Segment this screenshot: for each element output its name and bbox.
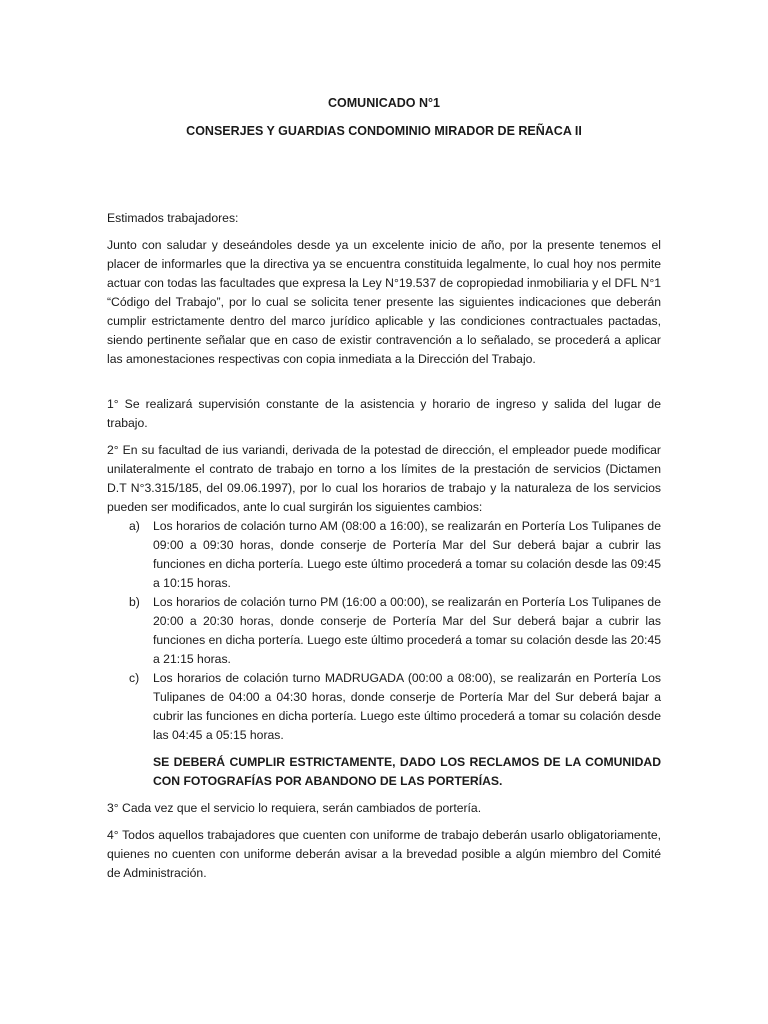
schedule-list (129, 517, 661, 745)
point-2: 2° En su facultad de ius variandi, derivada de la potestad de dirección, el empleador puede modificar unilateralmente el contrato de trabajo en torno a los límites de la prestación de servicios (Dictamen D.T N°3.315/185, del 09.06.1997), por lo cual los horarios de trabajo y la naturaleza de los servicios pueden ser modificados, ante lo cual surgirán los siguientes cambios: (107, 443, 661, 514)
list-item (129, 517, 661, 593)
list-item-text: Los horarios de colación turno PM (16:00 a 00:00), se realizarán en Portería Los Tulipanes de 20:00 a 20:30 horas, donde conserje de Portería Mar del Sur deberá bajar a cubrir las funciones en dicha portería. Luego este último procederá a tomar su colación desde las 20:45 a 21:15 horas. (153, 595, 661, 666)
warning-notice: SE DEBERÁ CUMPLIR ESTRICTAMENTE, DADO LOS RECLAMOS DE LA COMUNIDAD CON FOTOGRAFÍAS POR ABANDONO DE LAS PORTERÍAS. (153, 755, 661, 788)
intro-paragraph: Junto con saludar y deseándoles desde ya un excelente inicio de año, por la presente tenemos el placer de informarles que la directiva ya se encuentra constituida legalmente, lo cual hoy nos permite actuar con todas las facultades que expresa la Ley N°19.537 de copropiedad inmobiliaria y el DFL N°1 “Código del Trabajo”, por lo cual se solicita tener presente las siguientes indicaciones que deberán cumplir estrictamente dentro del marco jurídico aplicable y las condiciones contractuales pactadas, siendo pertinente señalar que en caso de existir contravención a lo señalado, se procederá a aplicar las amonestaciones respectivas con copia inmediata a la Dirección del Trabajo. (107, 238, 661, 366)
document-body (107, 209, 661, 883)
document-subtitle: CONSERJES Y GUARDIAS CONDOMINIO MIRADOR DE REÑACA II (186, 124, 582, 138)
document-title: COMUNICADO N°1 (328, 96, 440, 110)
list-item-text: Los horarios de colación turno AM (08:00 a 16:00), se realizarán en Portería Los Tulipanes de 09:00 a 09:30 horas, donde conserje de Portería Mar del Sur deberá bajar a cubrir las funciones en dicha portería. Luego este último procederá a tomar su colación desde las 09:45 a 10:15 horas. (153, 519, 661, 590)
point-3: 3° Cada vez que el servicio lo requiera, serán cambiados de portería. (107, 801, 482, 815)
greeting: Estimados trabajadores: (107, 211, 239, 225)
list-marker: b) (129, 595, 140, 609)
list-item (129, 593, 661, 669)
point-1: 1° Se realizará supervisión constante de la asistencia y horario de ingreso y salida del lugar de trabajo. (107, 397, 661, 430)
list-item-text: Los horarios de colación turno MADRUGADA (00:00 a 08:00), se realizarán en Portería Los Tulipanes de 04:00 a 04:30 horas, donde conserje de Portería Mar del Sur deberá bajar a cubrir las funciones en dicha portería. Luego este último procederá a tomar su colación desde las 04:45 a 05:15 horas. (153, 671, 661, 742)
point-4: 4° Todos aquellos trabajadores que cuenten con uniforme de trabajo deberán usarlo obligatoriamente, quienes no cuenten con uniforme deberán avisar a la brevedad posible a algún miembro del Comité de Administración. (107, 828, 661, 880)
list-marker: c) (129, 671, 140, 685)
list-item (129, 669, 661, 745)
list-marker: a) (129, 519, 140, 533)
